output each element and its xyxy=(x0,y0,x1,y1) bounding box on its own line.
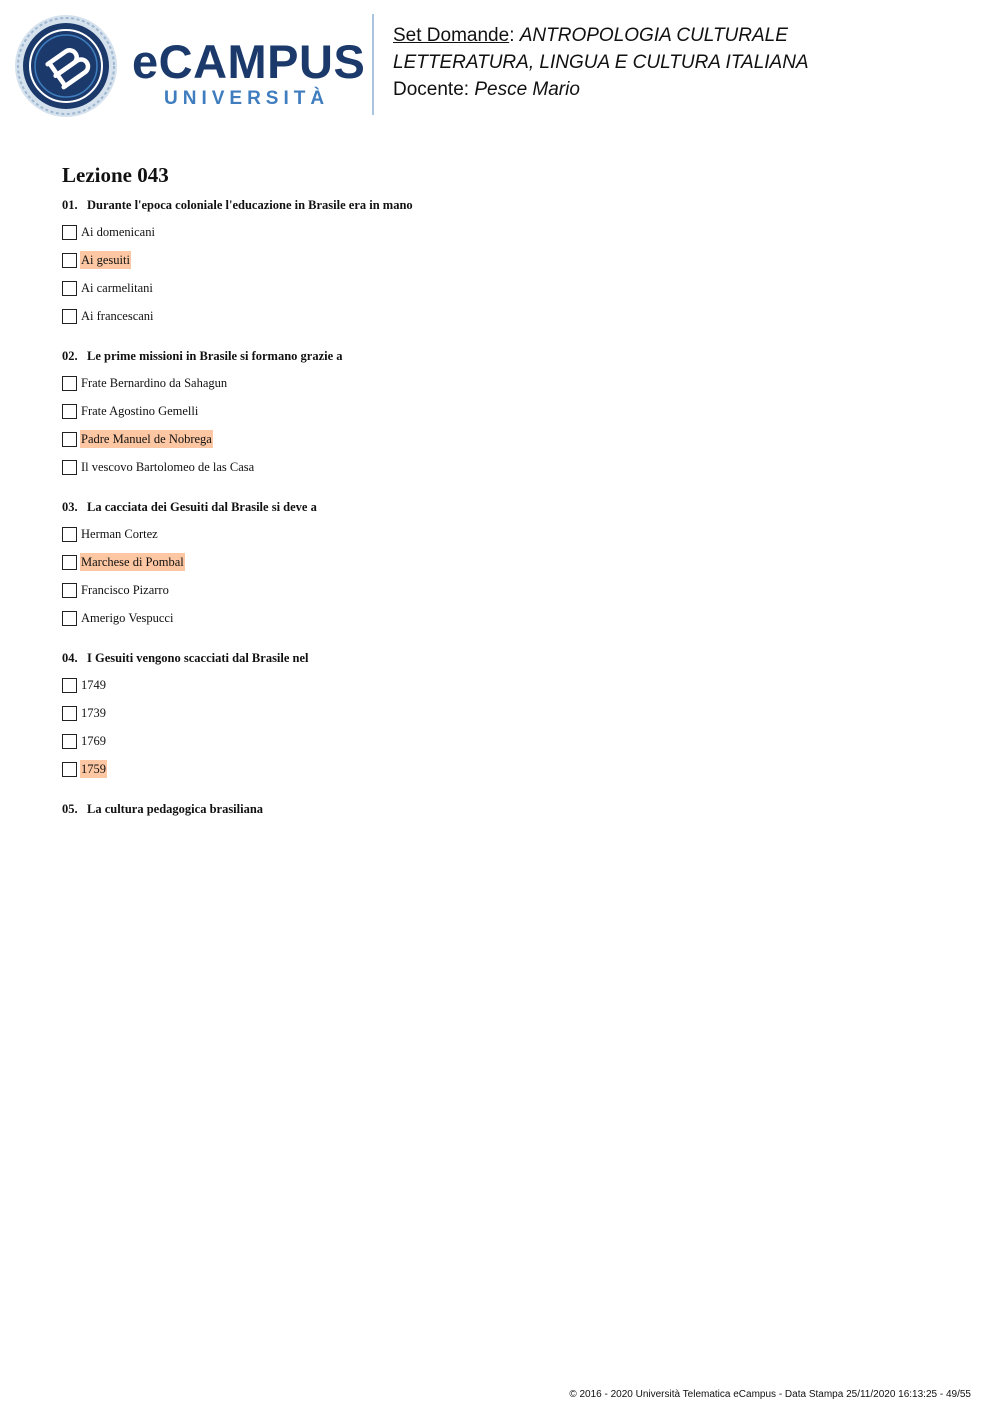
header-info xyxy=(393,22,809,103)
answer-label: Francisco Pizarro xyxy=(81,583,169,597)
answer-checkbox[interactable] xyxy=(62,404,77,419)
answer-checkbox[interactable] xyxy=(62,460,77,475)
answer-label: Amerigo Vespucci xyxy=(81,611,174,625)
answer-option[interactable] xyxy=(62,553,185,571)
lesson-title: Lezione 043 xyxy=(62,163,169,187)
question-title xyxy=(62,197,413,213)
answer-label: Il vescovo Bartolomeo de las Casa xyxy=(81,460,255,474)
question-title xyxy=(62,499,317,515)
header-divider xyxy=(372,14,374,115)
answer-checkbox[interactable] xyxy=(62,583,77,598)
answer-checkbox[interactable] xyxy=(62,309,77,324)
answer-option[interactable] xyxy=(62,581,170,599)
question-title xyxy=(62,801,263,817)
question-title xyxy=(62,650,309,666)
answer-label-highlighted: Marchese di Pombal xyxy=(81,555,184,569)
answer-option[interactable] xyxy=(62,279,154,297)
ecampus-seal-icon xyxy=(14,14,118,118)
course-title-2: LETTERATURA, LINGUA E CULTURA ITALIANA xyxy=(393,52,809,73)
answer-label-highlighted: 1759 xyxy=(81,762,106,776)
question-title xyxy=(62,348,343,364)
answer-checkbox[interactable] xyxy=(62,611,77,626)
question-text: La cacciata dei Gesuiti dal Brasile si deve a xyxy=(87,500,317,514)
answer-checkbox[interactable] xyxy=(62,706,77,721)
answer-checkbox[interactable] xyxy=(62,253,77,268)
question-number: 03. xyxy=(62,500,78,514)
answer-option[interactable] xyxy=(62,402,199,420)
answer-option[interactable] xyxy=(62,251,131,269)
answer-label: 1769 xyxy=(81,734,106,748)
question-text: I Gesuiti vengono scacciati dal Brasile nel xyxy=(87,651,309,665)
answer-option[interactable] xyxy=(62,307,155,325)
answer-option[interactable] xyxy=(62,374,228,392)
answer-checkbox[interactable] xyxy=(62,281,77,296)
course-line xyxy=(393,49,809,76)
teacher-line xyxy=(393,76,809,103)
ecampus-logo xyxy=(14,14,366,118)
universita-wordmark: UNIVERSITÀ xyxy=(164,88,330,109)
question-number: 05. xyxy=(62,802,78,816)
answer-option[interactable] xyxy=(62,458,255,476)
answer-label-highlighted: Ai gesuiti xyxy=(81,253,130,267)
teacher-label: Docente: xyxy=(393,79,470,100)
answer-option[interactable] xyxy=(62,223,156,241)
question-number: 04. xyxy=(62,651,78,665)
question-number: 01. xyxy=(62,198,78,212)
answer-checkbox[interactable] xyxy=(62,376,77,391)
answer-checkbox[interactable] xyxy=(62,678,77,693)
answer-label: Ai domenicani xyxy=(81,225,155,239)
answer-checkbox[interactable] xyxy=(62,555,77,570)
answer-label: Ai francescani xyxy=(81,309,154,323)
answer-option[interactable] xyxy=(62,704,107,722)
answer-label: Frate Bernardino da Sahagun xyxy=(81,376,228,390)
ecampus-wordmark: eCAMPUS xyxy=(132,35,366,88)
answer-option[interactable] xyxy=(62,525,159,543)
answer-option[interactable] xyxy=(62,676,107,694)
answer-option[interactable] xyxy=(62,760,107,778)
question-text: La cultura pedagogica brasiliana xyxy=(87,802,264,816)
answer-checkbox[interactable] xyxy=(62,762,77,777)
answer-option[interactable] xyxy=(62,430,213,448)
teacher-name: Pesce Mario xyxy=(474,79,580,100)
answer-checkbox[interactable] xyxy=(62,734,77,749)
answer-option[interactable] xyxy=(62,609,174,627)
question-number: 02. xyxy=(62,349,78,363)
set-line: Set Domande: ANTROPOLOGIA CULTURALE xyxy=(393,25,788,46)
answer-checkbox[interactable] xyxy=(62,527,77,542)
answer-option[interactable] xyxy=(62,732,107,750)
answer-label: Herman Cortez xyxy=(81,527,158,541)
set-label: Set Domande xyxy=(393,25,510,46)
answer-label-highlighted: Padre Manuel de Nobrega xyxy=(81,432,212,446)
course-title-1: ANTROPOLOGIA CULTURALE xyxy=(519,25,788,46)
question-text: Le prime missioni in Brasile si formano grazie a xyxy=(87,349,343,363)
question-text: Durante l'epoca coloniale l'educazione in Brasile era in mano xyxy=(87,198,413,212)
answer-label: 1739 xyxy=(81,706,106,720)
answer-checkbox[interactable] xyxy=(62,432,77,447)
page-footer: © 2016 - 2020 Università Telematica eCampus - Data Stampa 25/11/2020 16:13:25 - 49/55 xyxy=(569,1389,971,1400)
answer-checkbox[interactable] xyxy=(62,225,77,240)
answer-label: 1749 xyxy=(81,678,106,692)
answer-label: Frate Agostino Gemelli xyxy=(81,404,199,418)
answer-label: Ai carmelitani xyxy=(81,281,153,295)
